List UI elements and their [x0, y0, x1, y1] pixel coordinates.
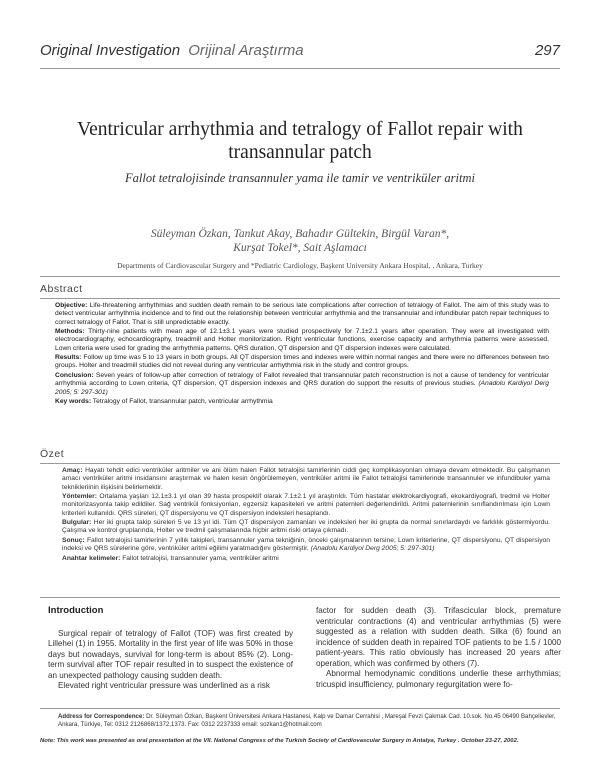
- abstract-citation: (Anadolu Kardiyol Derg 2005; 5: 297-301): [55, 380, 549, 396]
- affiliation: Departments of Cardiovascular Surgery and *Pediatric Cardiology, Başkent University Ankara Hospital, , Ankara, Turkey: [117, 261, 483, 270]
- abstract-rule: [40, 298, 560, 299]
- sonuc-label: Sonuç:: [62, 536, 85, 544]
- section-en: Original Investigation: [40, 42, 181, 59]
- author-list: [60, 227, 540, 255]
- presentation-note: Note: This work was presented as oral presentation at the VII. National Congress of the Turkish Society of Cardiovascular Surgery in Antalya, Turkey . October 23-27, 2002.: [40, 738, 519, 744]
- right-paragraph-2: Abnormal hemodynamic conditions underlie these arrhythmias; tricuspid insufficiency, pulmonary regurgitation were fo-: [316, 669, 561, 689]
- body-rule: [40, 597, 560, 598]
- article-title: Ventricular arrhythmia and tetralogy of Fallot repair with transannular patch: [77, 119, 523, 163]
- abstract-heading: Abstract: [40, 283, 83, 295]
- methods-label: Methods:: [55, 328, 85, 336]
- ozet-rule: [40, 463, 560, 464]
- yontemler-label: Yöntemler:: [62, 493, 97, 501]
- intro-paragraph-2: Elevated right ventricular pressure was underlined as a risk: [58, 681, 270, 690]
- methods-text: Thirty-nine patients with mean age of 12.1±3.1 years were studied prospectively for 7.1±2.1 years after operation. They were all investigated with electrocardiography, echocardiography, treadmill and Holter monitorization. Right ventricular functions, exercise capacity and arrhythmia patterns were assessed. Lown criteria were used for grading the arrhythmia patterns. QRS duration, QT dispersion and QT dispersion indexes were calculated.: [55, 328, 549, 352]
- title-rule: [40, 276, 560, 277]
- abstract-objective: [55, 302, 549, 327]
- keywords-text: Tetralogy of Fallot, transannular patch, ventricular arrhythmia: [92, 398, 273, 406]
- correspondence: [58, 713, 558, 729]
- keywords-label: Key words:: [55, 398, 92, 406]
- header-rule: [40, 68, 560, 69]
- body-column-right: [316, 606, 561, 690]
- ozet-bulgular: [62, 519, 550, 536]
- anahtar-label: Anahtar kelimeler:: [62, 554, 121, 562]
- footer-rule: [40, 708, 560, 709]
- authors-line-2: Kurşat Tokel*, Sait Aşlamacı: [233, 242, 367, 254]
- amac-label: Amaç:: [62, 467, 83, 474]
- bulgular-label: Bulgular:: [62, 519, 92, 527]
- ozet-amac: [62, 467, 550, 492]
- body-column-left: [48, 606, 293, 692]
- abstract-conclusion: [55, 372, 549, 397]
- objective-text: Life-threatening arrhythmias and sudden death remain to be serious late complications after correction of tetralogy of Fallot. The aim of this study was to detect ventricular arrhythmia incidence and to find out the relationship between ventricular arrhythmia and the transannular and infundibular patch repair techniques to correct tetralogy of Fallot. That is still unpredictable exactly.: [55, 302, 549, 326]
- abstract-methods: [55, 328, 549, 353]
- ozet-body: [62, 467, 550, 564]
- correspondence-text: Dr. Süleyman Özkan, Başkent Üniversitesi Ankara Hastanesi, Kalp ve Damar Cerrahisi , Mareşal Fevzi Çakmak Cad. 10.sok. No.45 06490 Bahçelievler, Ankara, Türkiye, Tel: 0312 2126868/1372,1373. Fax: 0312 2237333 email: sozkan1@hotmail.com: [58, 713, 556, 728]
- conclusion-label: Conclusion:: [55, 371, 94, 379]
- bulgular-text: Her iki grupta takip süreleri 5 ve 13 yıl idi. Tüm QT dispersiyon zamanları ve indeksleri her iki grupta da normal sınırlardaydı ve farklılık göstermiyordu. Çalışma ve kontrol gruplarında, Holter ve tredmil çalışmalarında hiçbir aritmi riski ortaya çıkmadı.: [62, 519, 550, 535]
- ozet-citation: (Anadolu Kardiyol Derg 2005; 5: 297-301): [310, 545, 435, 553]
- yontemler-text: Ortalama yaşları 12.1±3.1 yıl olan 39 hasta prospektif olarak 7.1±2.1 yıl araştırıldı. Tüm hastalar elektrokardiyografi, ekokardiyografi, tredmil ve Holter monitorizasyonla takip edildiler. Sağ ventrikül fonksiyonları, egzersiz kapasiteleri ve aritmi paternleri değerlendirildi. Aritmi paternlerinin sınıflandırılması için Lown kriterleri kullanıldı. QRS süreleri, QT dispersiyonu ve QT dispersiyon indeksleri hesaplandı.: [62, 493, 551, 517]
- introduction-heading: Introduction: [48, 605, 104, 616]
- abstract-keywords: [55, 398, 549, 406]
- ozet-yontemler: [62, 493, 550, 518]
- ozet-anahtar: [62, 555, 550, 563]
- page-number: 297: [534, 42, 560, 59]
- right-paragraph-1: factor for sudden death (3). Trifascicular block, premature ventricular contractions (4) and ventricular arrhythmias (5) were suggested as a relation with sudden death. Silka (6) found an incidence of sudden death in repaired TOF patients to be 1.5 / 1000 patient-years. This ratio obviously has increased 20 years after operation, which was confirmed by others (7).: [316, 606, 561, 668]
- section-label: [40, 42, 304, 59]
- running-header: [40, 40, 560, 66]
- intro-paragraph-1: Surgical repair of tetralogy of Fallot (TOF) was first created by Lillehei (1) in 1955. Mortality in the first year of life was 50% in those days but nowadays, survival for long-term is about 85% (2). Long-term survival after TOF repair resulted in to suspect the existence of an unexpected pathology causing sudden death.: [48, 628, 293, 680]
- amac-text: Hayatı tehdit edici ventriküler aritmiler ve ani ölüm halen Fallot tetralojisi tamirlerinin ciddi geç komplikasyonları olmaya devam etmektedir. Bu çalışmanın amacı ventriküler aritmi insidansını araştırmak ve halen kesin öngörülemeyen, ventriküler aritmi ile Fallot tetralojisi tamirlerinde transannuler ve infundibuler yama teknikleriinin ilişkisini belirlemektir.: [62, 467, 551, 491]
- ozet-sonuc: [62, 537, 550, 554]
- objective-label: Objective:: [55, 302, 88, 309]
- results-label: Results:: [55, 354, 82, 362]
- abstract-body: [55, 302, 549, 408]
- anahtar-text: Fallot tetralojisi, transannuler yama, ventriküler aritmi: [122, 554, 279, 562]
- ozet-heading: Özet: [40, 448, 65, 460]
- sonuc-text: Fallot tetralojisi tamirlerinin 7 yıllık takipleri, transannuler yama tekniğinin, önceki çalışmalarının tersine; Lown kriterlerine, QT dispersiyonu, QT dispersiyon indeksi ve QRS sürelerine göre, ventriküler aritmi eğilimi yaratmadığını göstermiştir.: [62, 536, 550, 553]
- authors-line-1: Süleyman Özkan, Tankut Akay, Bahadır Gültekin, Birgül Varan*,: [150, 228, 450, 240]
- abstract-results: [55, 354, 549, 371]
- correspondence-label: Address for Correspondence:: [58, 713, 145, 720]
- results-text: Follow up time was 5 to 13 years in both groups. All QT dispersion times and indexes were within normal ranges and there were no differences between two groups. Holter and treadmill studies did not reveal during any ventricular arrhythmia risk in the study and control groups.: [55, 354, 549, 370]
- section-tr: Orijinal Araştırma: [188, 42, 304, 59]
- article-subtitle: Fallot tetralojisinde transannuler yama ile tamir ve ventriküler aritmi: [125, 171, 475, 185]
- conclusion-text: Seven years of follow-up after correction of tetralogy of Fallot revealed that transannular patch reconstruction is not a cause of tendency for ventricular arrhythmia according to Lown criteria, QT dispersion, QT dispersion indexes and QRS duration do support the results of previous studies.: [55, 371, 549, 388]
